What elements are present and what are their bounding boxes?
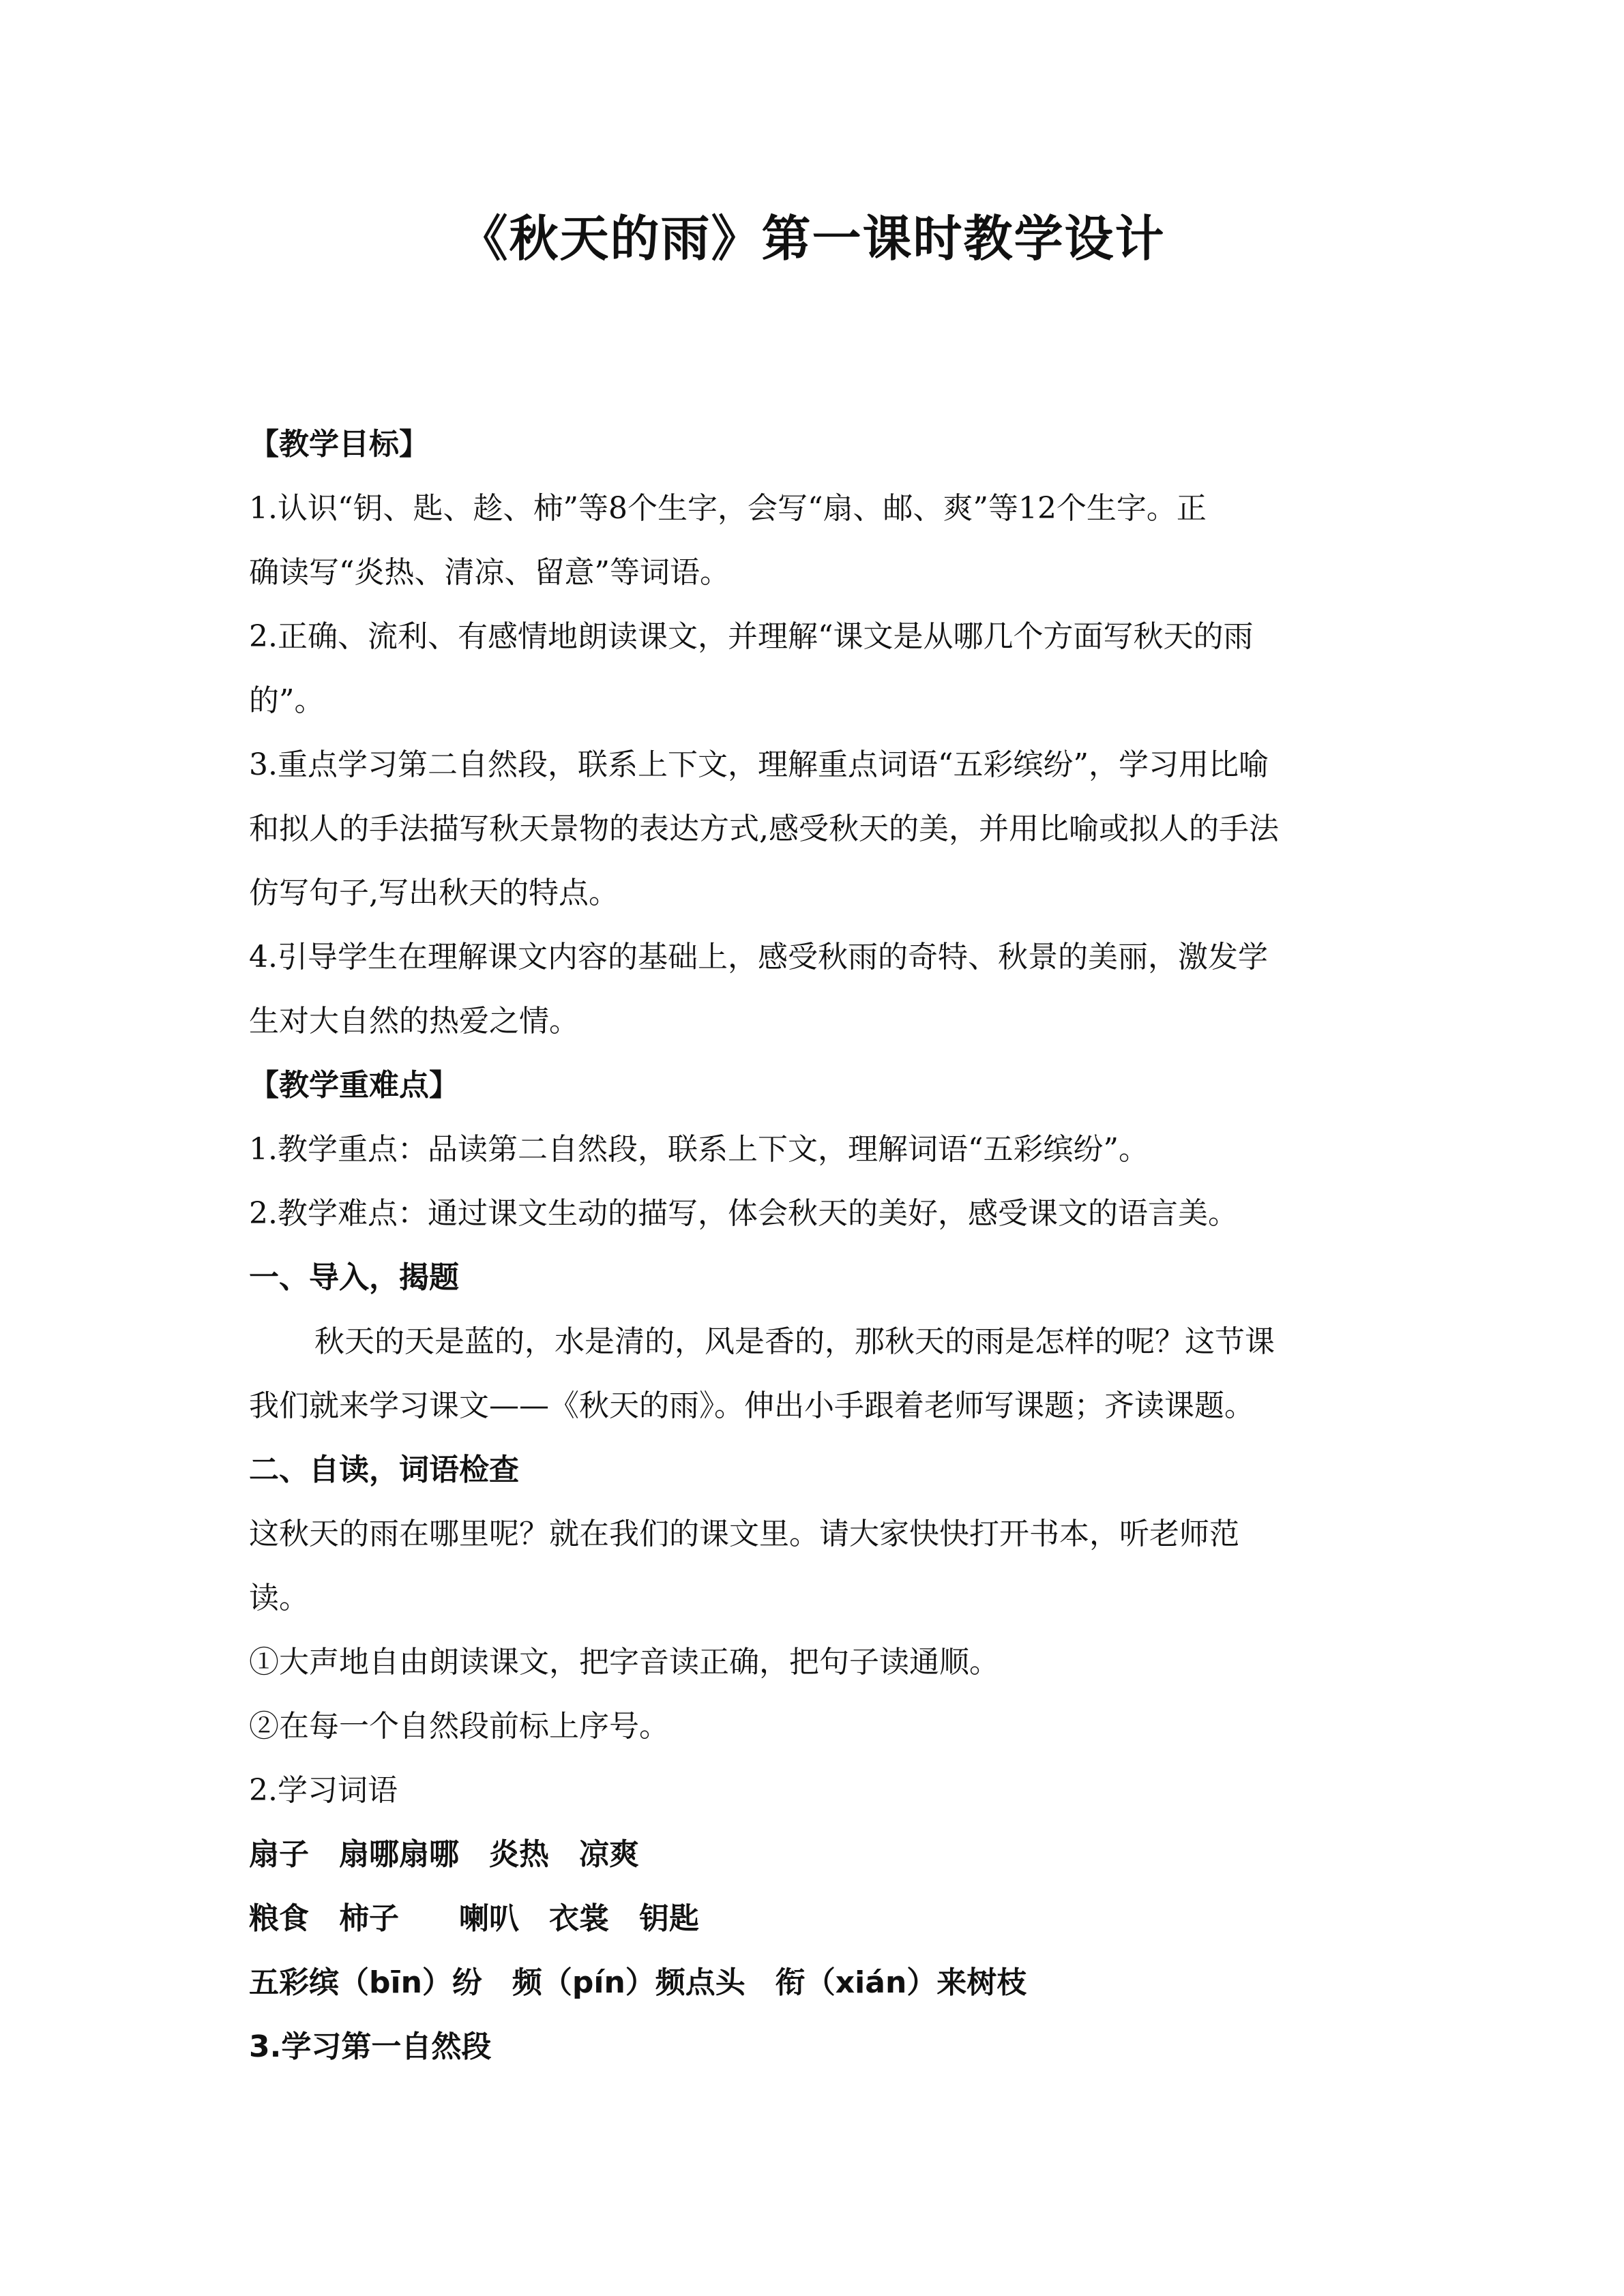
- text-line: 仿写句子,写出秋天的特点。: [249, 876, 619, 910]
- text-line: 确读写“炎热、清凉、留意”等词语。: [249, 555, 730, 590]
- text-line: 这秋天的雨在哪里呢？就在我们的课文里。请大家快快打开书本，听老师范: [249, 1517, 1239, 1551]
- text-line: 1.教学重点：品读第二自然段，联系上下文，理解词语“五彩缤纷”。: [249, 1132, 1149, 1167]
- text-line: 和拟人的手法描写秋天景物的表达方式,感受秋天的美，并用比喻或拟人的手法: [249, 811, 1279, 846]
- text-line: ①大声地自由朗读课文，把字音读正确，把句子读通顺。: [249, 1645, 999, 1680]
- section-heading-introduction: 一、导入，揭题: [249, 1260, 459, 1295]
- text-line: 3.重点学习第二自然段，联系上下文，理解重点词语“五彩缤纷”，学习用比喻: [249, 747, 1269, 782]
- text-line: 我们就来学习课文——《秋天的雨》。伸出小手跟着老师写课题；齐读课题。: [249, 1388, 1254, 1423]
- vocabulary-line: 扇子 扇哪扇哪 炎热 凉爽: [249, 1837, 639, 1872]
- text-line: 的”。: [249, 683, 325, 718]
- text-line: 生对大自然的热爱之情。: [249, 1004, 579, 1039]
- document-body: [249, 413, 1395, 2079]
- text-line: 2.教学难点：通过课文生动的描写，体会秋天的美好，感受课文的语言美。: [249, 1196, 1238, 1231]
- text-line: 4.引导学生在理解课文内容的基础上，感受秋雨的奇特、秋景的美丽，激发学: [249, 940, 1268, 974]
- text-line: 2.学习词语: [249, 1773, 398, 1808]
- text-line: 2.正确、流利、有感情地朗读课文，并理解“课文是从哪几个方面写秋天的雨: [249, 619, 1254, 654]
- section-heading-key-points: 【教学重难点】: [249, 1068, 459, 1103]
- section-heading-teaching-goals: 【教学目标】: [249, 427, 429, 462]
- document-title: 《秋天的雨》第一课时教学设计: [458, 210, 1166, 267]
- subsection-heading: 3.学习第一自然段: [249, 2029, 492, 2064]
- text-line: 读。: [249, 1581, 309, 1615]
- vocabulary-line: 粮食 柿子 喇叭 衣裳 钥匙: [249, 1901, 699, 1936]
- section-heading-self-reading: 二、自读，词语检查: [249, 1452, 519, 1487]
- vocabulary-line: 五彩缤（bīn）纷 频（pín）频点头 衔（xián）来树枝: [249, 1965, 1027, 2000]
- text-line: ②在每一个自然段前标上序号。: [249, 1709, 669, 1744]
- text-line: 秋天的天是蓝的，水是清的，风是香的，那秋天的雨是怎样的呢？这节课: [314, 1324, 1275, 1359]
- text-line: 1.认识“钥、匙、趁、柿”等8个生字，会写“扇、邮、爽”等12个生字。正: [249, 491, 1207, 526]
